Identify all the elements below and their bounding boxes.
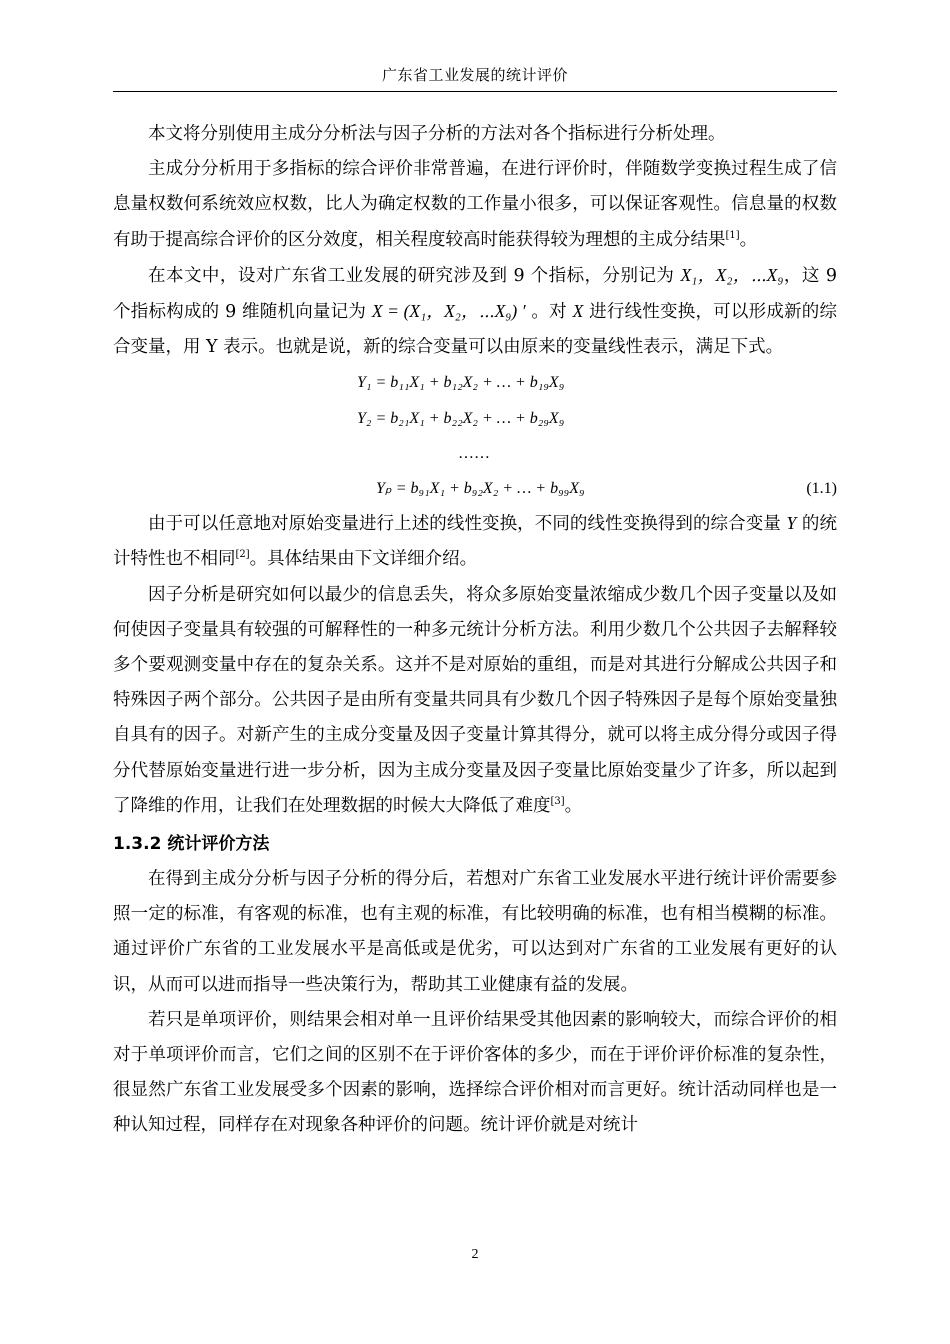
paragraph-3-text-b: ，这 9 个指标构成的 9 维随机向量记为 [113,265,838,323]
variable-y: Y [786,513,797,534]
paragraph-5-end: 。 [564,795,583,816]
equation-2: Y₂ = b₂₁X₁ + b₂₂X₂ + … + b₂₉X₉ [357,409,565,427]
equation-number: (1.1) [806,479,837,497]
running-header [113,62,837,92]
paragraph-2-text: 主成分分析用于多指标的综合评价非常普遍，在进行评价时，伴随数学变换过程生成了信息量权数何系统效应权数，比人为确定权数的工作量小很多，可以保证客观性。信息量的权数有助于提高综合评价的区分效度，相关程度较高时能获得较为理想的主成分结果 [113,159,837,250]
paragraph-6-text: 在得到主成分分析与因子分析的得分后，若想对广东省工业发展水平进行统计评价需要参照一定的标准，有客观的标准，也有主观的标准，有比较明确的标准，也有相当模糊的标准。通过评价广东省的工业发展水平是高低或是优劣，可以达到对广东省的工业发展有更好的认识，从而可以进而指导一些决策行为，帮助其工业健康有益的发展。 [113,869,837,995]
paragraph-3 [113,258,837,366]
equation-ellipsis: …… [458,444,490,462]
paragraph-5 [113,578,837,824]
paragraph-3-text-a: 在本文中，设对广东省工业发展的研究涉及到 9 个指标，分别记为 [148,265,681,286]
variable-list: X₁，X₂，⋯X₉ [680,264,784,285]
paragraph-1 [113,117,837,152]
paragraph-3-text-c: 。对 [525,302,573,323]
paragraph-7-text: 若只是单项评价，则结果会相对单一且评价结果受其他因素的影响较大，而综合评价的相对于单项评价而言，它们之间的区别不在于评价客体的多少，而在于评价评价标准的复杂性，很显然广东省工业发展受多个因素的影响，选择综合评价相对而言更好。统计活动同样也是一种认知过程，同样存在对现象各种评价的问题。统计评价就是对统计 [113,1009,837,1136]
paragraph-1-text: 本文将分别使用主成分分析法与因子分析的方法对各个指标进行分析处理。 [148,124,726,144]
equation-line-4 [113,471,837,506]
page-body [113,117,837,1144]
paragraph-4-text-b: 的统计特性也不相同 [113,514,837,570]
citation-3: [3] [550,795,565,807]
equation-line-2 [113,401,837,436]
paragraph-4 [113,506,837,577]
equation-1: Y₁ = b₁₁X₁ + b₁₂X₂ + … + b₁₉X₉ [357,374,565,392]
citation-2: [2] [235,549,250,561]
paragraph-4-text-c: 。具体结果由下文详细介绍。 [249,549,478,570]
equation-4: Yₚ = b₉₁X₁ + b₉₂X₂ + … + b₉₉X₉ [376,479,585,497]
paragraph-7 [113,1003,837,1144]
page-number: 2 [471,1247,479,1262]
paragraph-2-end: 。 [739,229,758,250]
paragraph-2 [113,152,837,258]
paragraph-3-text-d: 进行线性变换，可以形成新的综合变量，用 Y 表示。也就是说，新的综合变量可以由原来的变量线性表示，满足下式。 [113,302,837,358]
citation-1: [1] [725,229,740,241]
paragraph-6 [113,862,837,1003]
variable-x: X [572,301,584,322]
equation-line-1 [113,365,837,400]
random-vector: X = (X₁，X₂，⋯X₉) ′ [371,301,526,322]
paragraph-4-text-a: 由于可以任意地对原始变量进行上述的线性变换，不同的线性变换得到的综合变量 [148,514,787,535]
paragraph-5-text: 因子分析是研究如何以最少的信息丢失，将众多原始变量浓缩成少数几个因子变量以及如何使因子变量具有较强的可解释性的一种多元统计分析方法。利用少数几个公共因子去解释较多个要观测变量中存在的复杂关系。这并不是对原始的重组，而是对其进行分解成公共因子和特殊因子两个部分。公共因子是由所有变量共同具有少数几个因子特殊因子是每个原始变量独自具有的因子。对新产生的主成分变量及因子变量计算其得分，就可以将主成分得分或因子得分代替原始变量进行进一步分析，因为主成分变量及因子变量比原始变量少了许多，所以起到了降维的作用，让我们在处理数据的时候大大降低了难度 [113,584,837,816]
equation-line-3 [113,436,837,471]
header-title: 广东省工业发展的统计评价 [381,66,568,84]
section-heading: 1.3.2 统计评价方法 [113,834,270,854]
